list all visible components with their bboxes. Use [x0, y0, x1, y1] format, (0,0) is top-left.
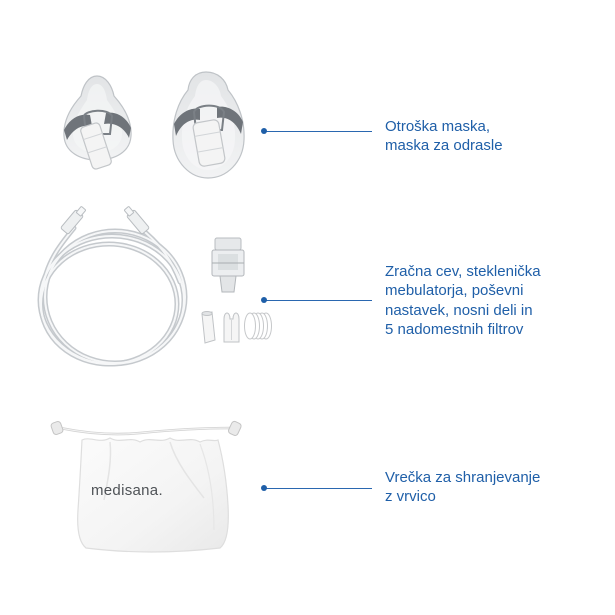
- cord-toggle-right: [228, 420, 243, 436]
- leader-line: [264, 131, 372, 132]
- callout-text: [385, 117, 503, 156]
- callout-text: [385, 262, 541, 339]
- filter-disc: [245, 313, 256, 339]
- leader-dot: [261, 128, 267, 134]
- callout-line: 5 nadomestnih filtrov: [385, 320, 524, 338]
- storage-pouch-image: [50, 420, 242, 552]
- tube-loop-inner: [45, 231, 185, 363]
- pouch-logo: medisana.: [91, 482, 163, 499]
- filters-image: [245, 313, 272, 339]
- callout-text: [385, 468, 540, 507]
- child-mask-image: [64, 76, 131, 170]
- callout-line: Otroška maska,: [385, 118, 491, 135]
- nebulizer-chamber: [218, 254, 238, 270]
- adult-mask-image: [173, 72, 244, 178]
- nebulizer-cap: [215, 238, 241, 250]
- leader-line: [264, 300, 372, 301]
- nebulizer-nozzle: [220, 276, 236, 292]
- nasal-piece-image: [224, 313, 239, 342]
- mouthpiece-image: [202, 312, 215, 344]
- leader-dot: [261, 485, 267, 491]
- air-tube-image: [40, 205, 185, 364]
- leader-line: [264, 488, 372, 489]
- callout-line: Vrečka za shranjevanje: [385, 469, 541, 486]
- nebulizer-cup-image: [212, 238, 244, 292]
- tube-loop-inner: [41, 244, 177, 364]
- callout-line: nastavek, nosni deli in: [385, 301, 533, 319]
- mouthpiece-opening: [202, 312, 212, 316]
- cord-toggle-left: [50, 421, 64, 436]
- callout-line: mebulatorja, poševni: [385, 282, 524, 300]
- callout-line: maska za odrasle: [385, 137, 503, 155]
- mouthpiece-body: [202, 312, 215, 343]
- callout-line: Zračna cev, steklenička: [385, 263, 541, 280]
- leader-dot: [261, 297, 267, 303]
- callout-line: z vrvico: [385, 488, 436, 506]
